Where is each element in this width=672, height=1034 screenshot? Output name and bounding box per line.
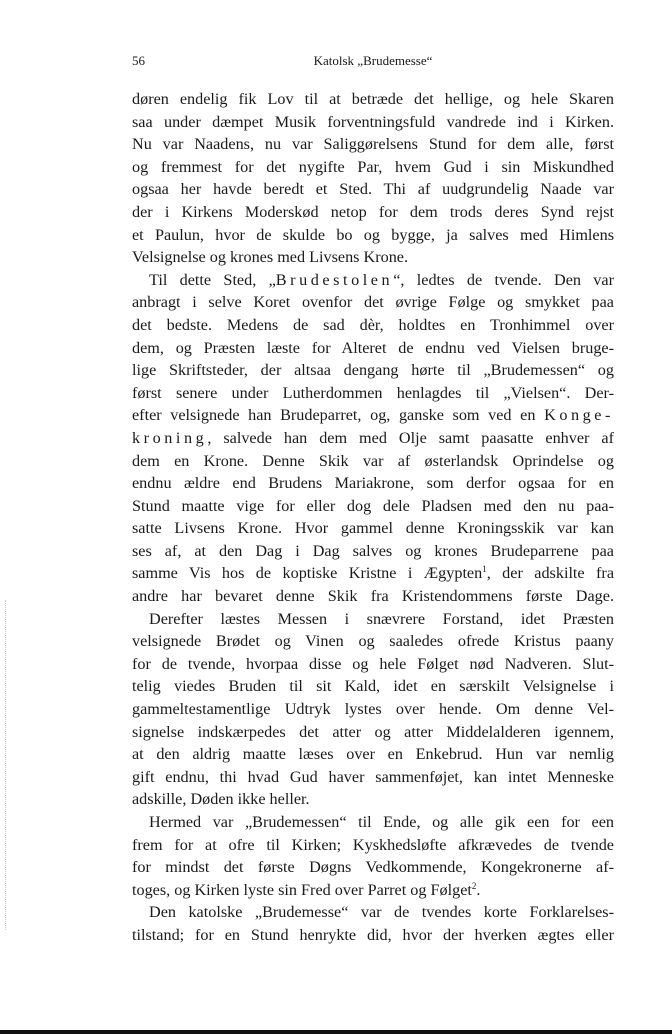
text-line: det bedste. Medens de sad dèr, holdtes en Tronhimmel over xyxy=(132,315,614,334)
text-line: gift endnu, thi hvad Gud haver sammenføjet, kan intet Menneske xyxy=(132,767,614,786)
text-line: ses af, at den Dag i Dag salves og krones Brudeparrene paa xyxy=(132,541,614,560)
text-line: endnu ældre end Brudens Mariakrone, som derfor ogsaa for en xyxy=(132,474,614,493)
text-line: kroning, salvede han dem med Olje samt paasatte enhver af xyxy=(132,428,614,447)
text-line: andre har bevaret denne Skik fra Kristendommens første Dage. xyxy=(132,587,614,606)
text-line: toges, og Kirken lyste sin Fred over Parret og Følget$^2$. xyxy=(132,880,481,899)
footnote-marker: 2 xyxy=(471,880,477,891)
spaced-word: Brudestolen xyxy=(275,270,394,289)
spaced-word: Konge- xyxy=(544,406,614,425)
text-line: Stund maatte vige for eller dog dele Pladsen med den nu paa- xyxy=(132,496,614,515)
text-line: gammeltestamentlige Udtryk lystes over hende. Om denne Vel- xyxy=(132,700,614,719)
text-line: samme Vis hos de koptiske Kristne i Ægypten$^1$, der adskilte fra xyxy=(132,564,614,583)
text-line: frem for at ofre til Kirken; Kyskhedsløfte afkrævedes de tvende xyxy=(132,835,614,854)
text-line: Velsignelse og krones med Livsens Krone. xyxy=(132,248,409,267)
text-line: telig viedes Bruden til sit Kald, idet en særskilt Velsignelse i xyxy=(132,677,614,696)
text-line: dem en Krone. Denne Skik var af østerlandsk Oprindelse og xyxy=(132,451,614,470)
text-line: anbragt i selve Koret ovenfor det øvrige Følge og smykket paa xyxy=(132,293,614,312)
text-line: der i Kirkens Moderskød netop for dem trods deres Synd rejst xyxy=(132,202,614,221)
text-line: dem, og Præsten læste for Alteret de endnu ved Vielsen bruge- xyxy=(132,338,614,357)
text-line: et Paulun, hvor de skulde bo og bygge, ja salves med Himlens xyxy=(132,225,614,244)
text-line: først senere under Lutherdommen henlagdes til „Vielsen“. Der- xyxy=(132,383,614,402)
page-number: 56 xyxy=(132,53,145,68)
text-line: Derefter læstes Messen i snævrere Forstand, idet Præsten xyxy=(149,609,614,628)
running-title: Katolsk „Brudemesse“ xyxy=(313,53,433,68)
text-line: adskille, Døden ikke heller. xyxy=(132,790,310,809)
text-line: døren endelig fik Lov til at betræde det hellige, og hele Skaren xyxy=(132,90,614,108)
text-line: satte Livsens Krone. Hvor gammel denne Kroningsskik var kan xyxy=(132,519,614,538)
text-line: Nu var Naadens, nu var Saliggørelsens Stund for dem alle, først xyxy=(132,135,614,154)
text-line: Til dette Sted, „Brudestolen“, ledtes de tvende. Den var xyxy=(149,270,614,289)
scan-edge xyxy=(5,600,7,930)
text-body xyxy=(132,88,614,947)
running-head xyxy=(132,53,614,71)
text-line: signelse indskærpedes det atter og atter Middelalderen igennem, xyxy=(132,722,614,741)
text-line: for de tvende, hvorpaa disse og hele Følget nød Nadveren. Slut- xyxy=(132,654,614,673)
text-line: efter velsignede han Brudeparret, og, ganske som ved en Konge- xyxy=(132,406,614,425)
text-line: ogsaa her havde beredt et Sted. Thi af uudgrundelig Naade var xyxy=(132,180,614,199)
scan-bottom-edge xyxy=(0,1030,672,1034)
text-line: saa under dæmpet Musik forventningsfuld vandrede ind i Kirken. xyxy=(132,112,614,131)
text-line: Den katolske „Brudemesse“ var de tvendes korte Forklarelses- xyxy=(149,903,614,922)
text-line: Hermed var „Brudemessen“ til Ende, og alle gik een for een xyxy=(149,813,614,831)
text-line: velsignede Brødet og Vinen og saaledes ofrede Kristus paany xyxy=(132,632,614,651)
spaced-word: kroning xyxy=(132,428,208,447)
text-line: og fremmest for det nygifte Par, hvem Gud i sin Miskundhed xyxy=(132,157,614,176)
text-line: lige Skriftsteder, der altsaa dengang hørte til „Brudemessen“ og xyxy=(132,361,614,380)
footnote-marker: 1 xyxy=(482,564,487,575)
text-line: at den aldrig maatte læses over en Enkebrud. Hun var nemlig xyxy=(132,745,614,764)
text-line: for mindst det første Døgns Vedkommende, Kongekronerne af- xyxy=(132,858,614,877)
text-line: tilstand; for en Stund henrykte did, hvor der hverken ægtes eller xyxy=(132,925,614,944)
